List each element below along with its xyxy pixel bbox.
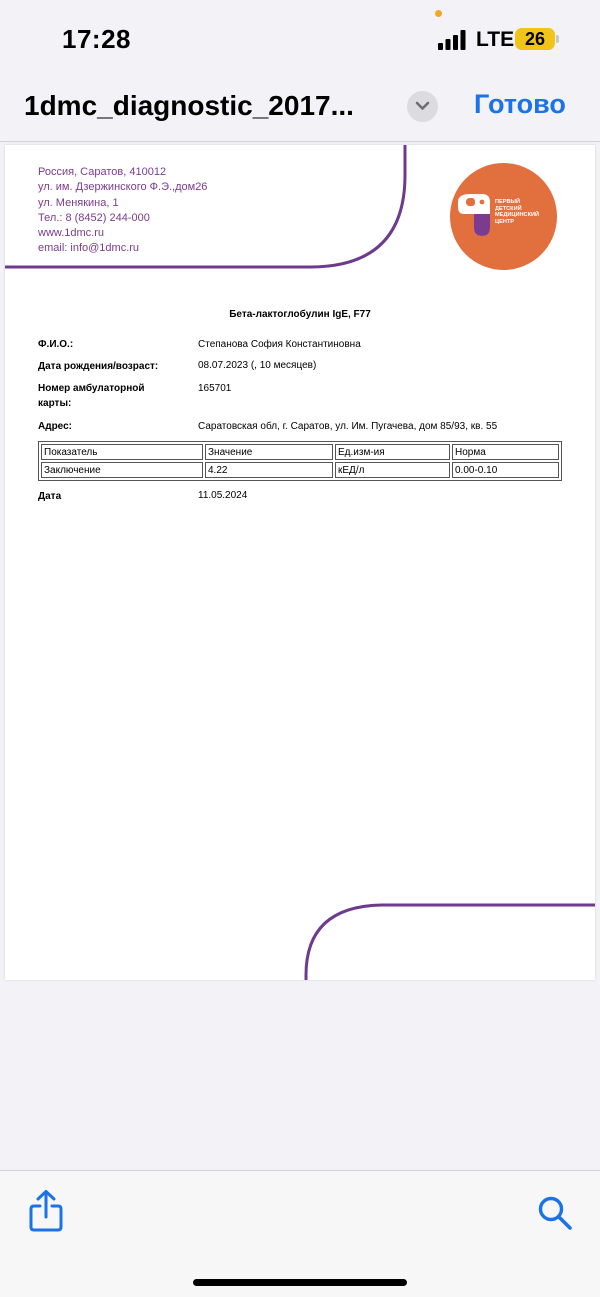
table-header-cell: Норма bbox=[452, 444, 559, 460]
dob-value: 08.07.2023 (, 10 месяцев) bbox=[198, 360, 317, 371]
clinic-address-line: ул. им. Дзержинского Ф.Э.,дом26 bbox=[38, 181, 208, 194]
clinic-logo bbox=[450, 163, 557, 270]
test-title: Бета-лактоглобулин IgE, F77 bbox=[229, 309, 371, 320]
home-indicator[interactable] bbox=[193, 1279, 407, 1286]
search-icon[interactable] bbox=[537, 1195, 573, 1231]
network-type: LTE bbox=[476, 28, 515, 51]
status-time: 17:28 bbox=[62, 24, 131, 54]
battery-percent: 26 bbox=[524, 29, 546, 49]
table-row bbox=[41, 462, 559, 478]
name-value: Степанова София Константиновна bbox=[198, 339, 361, 350]
signal-icon bbox=[438, 30, 468, 50]
bottom-toolbar bbox=[0, 1170, 600, 1297]
clinic-address-line: ул. Менякина, 1 bbox=[38, 196, 119, 209]
clinic-email: email: info@1dmc.ru bbox=[38, 242, 140, 255]
table-cell: Заключение bbox=[41, 462, 203, 478]
card-number-value: 165701 bbox=[198, 383, 232, 394]
status-bar bbox=[0, 0, 600, 70]
nav-bar bbox=[0, 70, 600, 142]
table-cell: 4.22 bbox=[205, 462, 333, 478]
title-menu-button[interactable] bbox=[407, 91, 438, 122]
name-label: Ф.И.О.: bbox=[38, 339, 74, 350]
card-number-label: Номер амбулаторной карты: bbox=[38, 383, 145, 409]
chevron-down-icon bbox=[415, 101, 430, 111]
date-value: 11.05.2024 bbox=[198, 490, 248, 501]
decorative-frame-lines bbox=[5, 145, 595, 980]
results-table bbox=[38, 441, 562, 481]
logo-pill-icon bbox=[456, 190, 494, 238]
share-icon[interactable] bbox=[28, 1189, 64, 1233]
table-header-cell: Значение bbox=[205, 444, 333, 460]
date-label: Дата bbox=[38, 491, 62, 502]
table-header-cell: Ед.изм-ия bbox=[335, 444, 450, 460]
document-page[interactable] bbox=[5, 145, 595, 980]
table-cell: 0.00-0.10 bbox=[452, 462, 559, 478]
clinic-phone: Тел.: 8 (8452) 244-000 bbox=[38, 211, 150, 224]
address-value: Саратовская обл, г. Саратов, ул. Им. Пугачева, дом 85/93, кв. 55 bbox=[198, 421, 498, 432]
done-button[interactable]: Готово bbox=[474, 89, 566, 119]
logo-text: ПЕРВЫЙ ДЕТСКИЙ МЕДИЦИНСКИЙ ЦЕНТР bbox=[495, 199, 540, 225]
table-cell: кЕД/л bbox=[335, 462, 450, 478]
privacy-indicator-dot bbox=[435, 10, 442, 17]
clinic-website: www.1dmc.ru bbox=[38, 227, 105, 240]
document-title[interactable]: 1dmc_diagnostic_2017... bbox=[24, 90, 354, 121]
battery-cap bbox=[556, 35, 559, 43]
battery-icon bbox=[515, 28, 555, 50]
table-header-cell: Показатель bbox=[41, 444, 203, 460]
address-label: Адрес: bbox=[38, 421, 72, 432]
table-header-row bbox=[41, 444, 559, 460]
dob-label: Дата рождения/возраст: bbox=[38, 361, 159, 372]
clinic-address-block bbox=[38, 165, 207, 257]
clinic-address-line: Россия, Саратов, 410012 bbox=[38, 166, 167, 178]
